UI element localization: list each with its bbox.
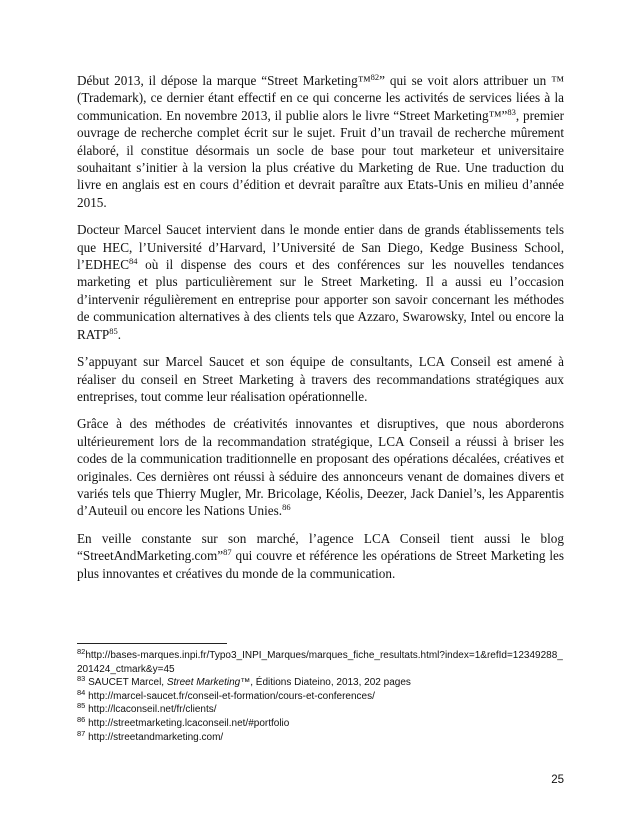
- paragraph-1: [77, 72, 564, 211]
- footnote-number: 87: [77, 728, 86, 738]
- footnote-link[interactable]: http://streetmarketing.lcaconseil.net/#portfolio: [85, 717, 290, 729]
- footnotes: [77, 649, 564, 744]
- footnote-83: [77, 676, 564, 690]
- footnote-text: , Éditions Diateino, 2013, 202 pages: [250, 677, 411, 689]
- footnote-number: 84: [77, 687, 86, 697]
- paragraph-5-text-a: En veille constante sur son marché, l’agence LCA Conseil tient aussi le blog “StreetAndMarketing.com”: [77, 530, 564, 564]
- footnote-link[interactable]: http://streetandmarketing.com/: [85, 731, 224, 743]
- footnote-separator: [77, 643, 227, 644]
- paragraph-1-text-c: , premier ouvrage de recherche complet écrit sur le sujet. Fruit d’un travail de recherche mûrement élaboré, il constitue désormais un socle de base pour tout marketeur et universitaire souhaitant s’initier à la version la plus créative du Marketing de Rue. Une traduction du livre en anglais est en cours d’édition et devrait paraître aux Etats-Unis en milieu d’année 2015.: [77, 107, 564, 210]
- body-text: [77, 72, 564, 592]
- footnote-ref-87: 87: [223, 547, 232, 558]
- footnote-link[interactable]: http://bases-marques.inpi.fr/Typo3_INPI_Marques/marques_fiche_resultats.html?index=1&refId=12349288_201424_ctmark&y=45: [77, 650, 563, 675]
- footnote-number: 82: [77, 647, 86, 656]
- paragraph-5-text-b: qui couvre et référence les opérations de Street Marketing les plus innovantes et créatives du monde de la communication.: [77, 548, 564, 581]
- footnote-86: [77, 714, 564, 731]
- footnote-link[interactable]: http://marcel-saucet.fr/conseil-et-formation/cours-et-conferences/: [85, 690, 375, 702]
- page-number: 25: [551, 774, 564, 786]
- footnote-link[interactable]: http://lcaconseil.net/fr/clients/: [85, 704, 217, 716]
- footnote-number: 83: [77, 674, 86, 684]
- footnote-number: 86: [77, 714, 86, 724]
- paragraph-5: [77, 530, 564, 582]
- paragraph-4-text-a: Grâce à des méthodes de créativités innovantes et disruptives, que nous aborderons ultérieurement lors de la recommandation stratégique, LCA Conseil a réussi à briser les codes de la communication traditionnelle en proposant des opérations décalées, créatives et originales. Ces dernières ont réussi à séduire des annonceurs venant de domaines divers et variés tels que Thierry Mugler, Mr. Bricolage, Kéolis, Deezer, Jack Daniel’s, les Apparentis d’Auteuil ou encore les Nations Unies.: [77, 416, 564, 519]
- paragraph-4: [77, 415, 564, 519]
- footnote-ref-85: 85: [109, 325, 118, 336]
- footnote-87: [77, 728, 564, 745]
- footnote-ref-84: 84: [129, 256, 138, 267]
- footnote-ref-83: 83: [507, 106, 516, 117]
- paragraph-2: [77, 221, 564, 343]
- footnote-ref-86: 86: [282, 502, 291, 513]
- paragraph-2-text-c: .: [117, 326, 122, 342]
- footnote-text: SAUCET Marcel,: [85, 677, 167, 689]
- paragraph-2-text-b: où il dispense des cours et des conférences sur les nouvelles tendances marketing et plus particulièrement sur le Street Marketing. Il a aussi eu l’occasion d’intervenir régulièrement en entreprise pour apporter son savoir concernant les méthodes de communication alternatives à des clients tels que Azzaro, Swarowsky, Intel ou encore la RATP: [77, 257, 564, 342]
- footnote-ref-82: 82: [370, 72, 380, 82]
- paragraph-2-text-a: Docteur Marcel Saucet intervient dans le monde entier dans de grands établissements tels que HEC, l’Université d’Harvard, l’Université de San Diego, Kedge Business School, l’EDHEC: [77, 222, 564, 273]
- footnote-82: [77, 649, 564, 676]
- paragraph-1-text-a: Début 2013, il dépose la marque “Street Marketing™: [77, 73, 371, 88]
- footnote-85: [77, 703, 564, 717]
- paragraph-3: S’appuyant sur Marcel Saucet et son équipe de consultants, LCA Conseil est amené à réaliser du conseil en Street Marketing à travers des recommandations stratégiques aux entreprises, tout comme leur réalisation opérationnelle.: [77, 354, 564, 404]
- paragraph-1-text-b: ” qui se voit alors attribuer un ™ (Trademark), ce dernier étant effectif en ce qui concerne les activités de services liées à la communication. En novembre 2013, il publie alors le livre “Street Marketing™”: [77, 73, 564, 123]
- footnote-84: [77, 687, 564, 704]
- footnote-book-title: Street Marketing™: [166, 677, 251, 689]
- footnote-number: 85: [77, 701, 86, 711]
